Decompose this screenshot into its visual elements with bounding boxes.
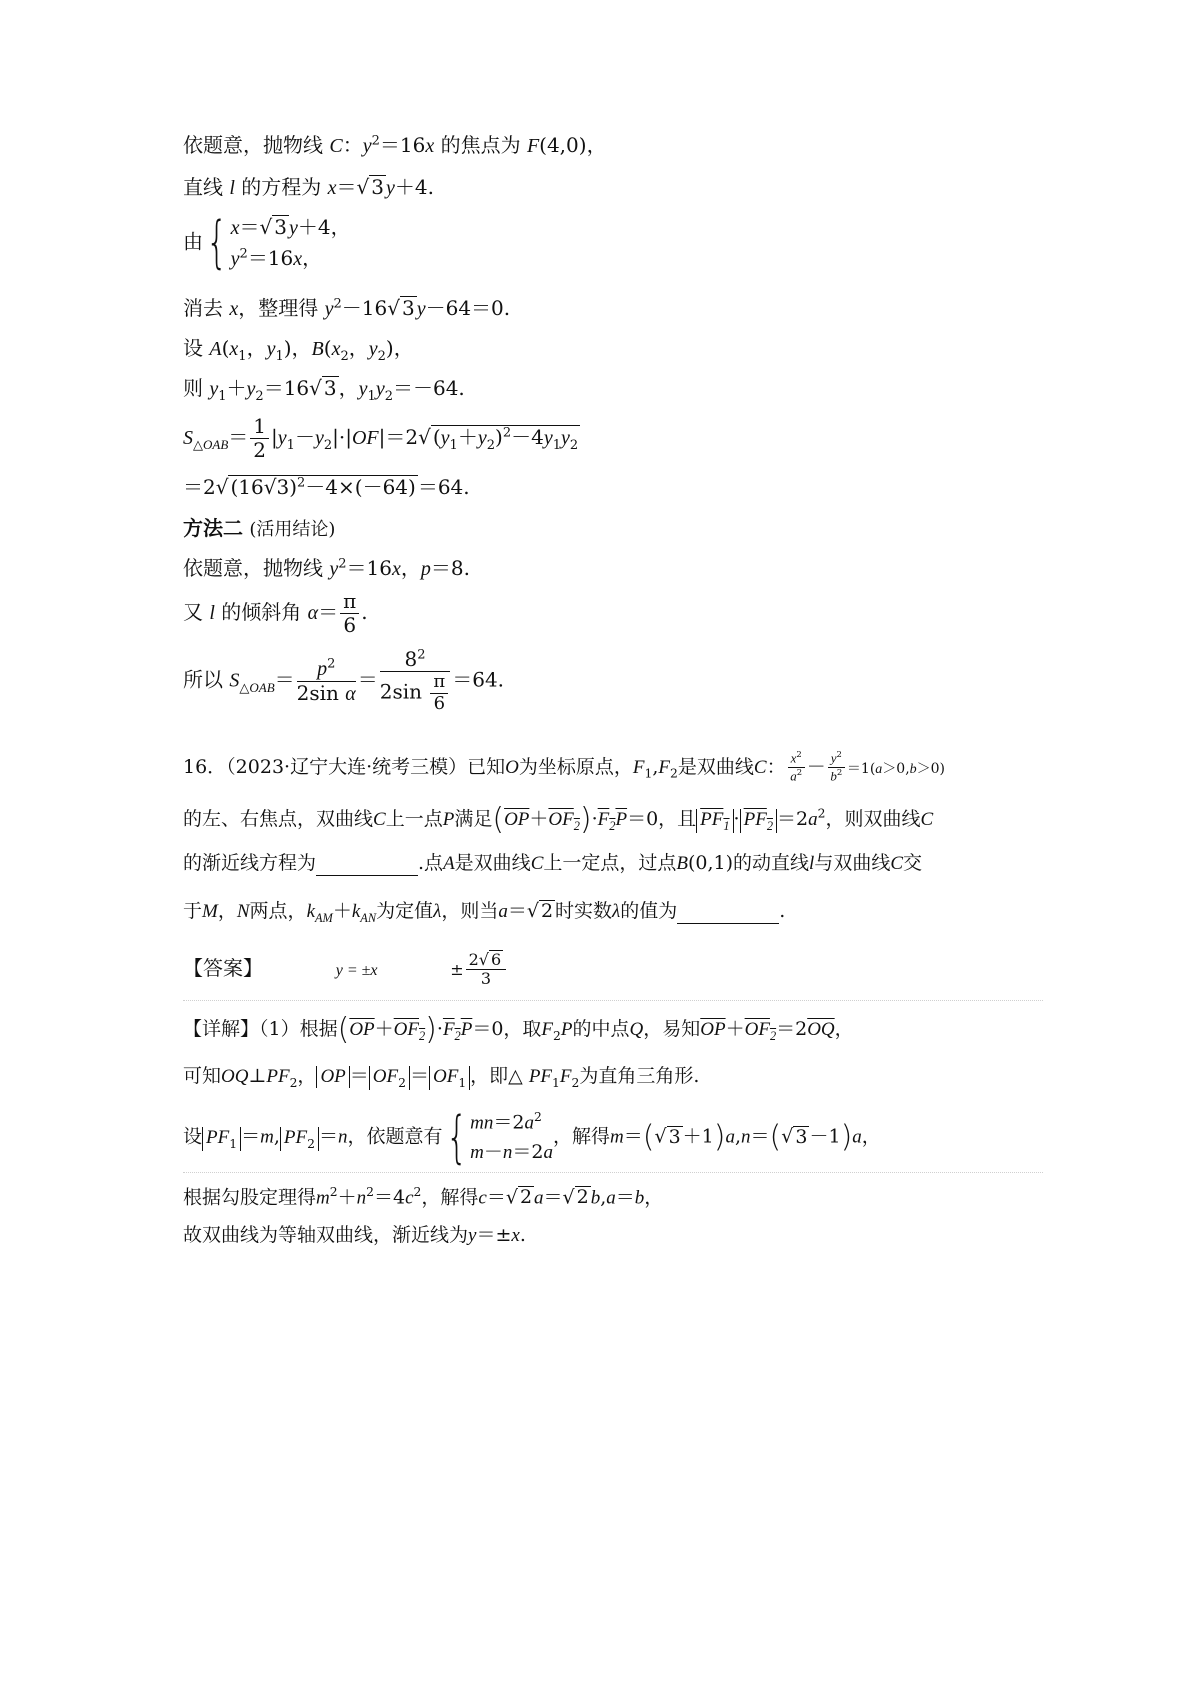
area-formula: $S_{\triangle OAB}=$ $\frac{1}{2}$ $|y_1-y_2|\cdot|OF|=2√$ $(y_1+y_2)^2-4y_1y_2$ xyxy=(183,414,579,462)
answer-row: 【答案】 y = ±x ± $\frac{2√ 6}{3}$ xyxy=(183,950,508,989)
equation-system: 由{ x＝√ 3 y＋4， $y^2=16x$， xyxy=(183,210,351,275)
text-segment: （1）根据 xyxy=(259,1018,338,1040)
solution-line: 消去 x，整理得 $y^2-16√$ 3 y－64＝0. xyxy=(183,296,511,320)
solution-line: 设 $A(x_1$，$y_1$)，$B(x_2$，$y_2$)， xyxy=(183,336,414,364)
detail-line1: 【详解】（1）根据$(\overline{OP}+OF_2)\cdot F_2P=0$，取$F_2P$的中点Q，易知$\overline{OP}+OF_2=2\overline{OQ}$， xyxy=(183,1012,854,1047)
frac-den: 6 xyxy=(343,613,357,637)
method2-heading xyxy=(183,516,335,541)
answer-blank-2[interactable] xyxy=(677,900,779,924)
area-conclusion: 所以 $S_{\triangle OAB}=$ $\frac{p^2}{\text{2sin α}}$ ＝ $8^2$ 2sin $\frac{\pi}{6}$ ＝64. xyxy=(183,647,505,714)
detail-line5: 故双曲线为等轴双曲线，渐近线为y＝±x. xyxy=(183,1224,526,1246)
method-title: 方法二 xyxy=(183,516,243,540)
system-prefix: 由 xyxy=(183,229,203,254)
result-text: ＝64. xyxy=(452,667,505,692)
problem-16-line4: 于M，N两点，$k_{AM}+k_{AN}$为定值λ，则当a＝√ 2 时实数λ的值为 . xyxy=(183,900,786,925)
answer-blank-1[interactable] xyxy=(316,852,418,876)
answer-2-sign: ± xyxy=(450,959,464,979)
text-segment: 的渐近线方程为 xyxy=(183,852,317,874)
detail-line4: 根据勾股定理得$m^2+n^2=4c^2$，解得c＝√ 2 a＝√ 2 b,a＝b， xyxy=(183,1185,664,1209)
area-result: ＝2√ $(16√3)^2-4\times(-64) =64$. xyxy=(183,475,470,499)
solution-line: 则 $y_1+y_2=16√$ 3 ，$y_1y_2=-64$. xyxy=(183,376,465,404)
problem-16-line2: 的左、右焦点，双曲线C上一点P满足$(\overline{OP}+OF_2)\cdot F_2P=0$，且 $PF_1 \cdot PF_2 =2a^2$，则双曲线C xyxy=(183,802,934,837)
divider xyxy=(183,1000,1043,1001)
solution-line: 依题意，抛物线 $y^2=16x$，p＝8. xyxy=(183,556,470,580)
solution-line: 依题意，抛物线 C：$y^2=16x$ 的焦点为 F(4,0)， xyxy=(183,133,607,157)
detail-label: 【详解】 xyxy=(183,1018,260,1040)
answer-label: 【答案】 xyxy=(183,955,263,980)
detail-line2: 可知$OQ\perp PF_2$， OP ＝ $OF_2 = OF_1$ ，即△ $PF_1F_2$为直角三角形. xyxy=(183,1065,700,1090)
frac-num: π xyxy=(340,590,359,614)
problem-16-line1: 16．（2023·辽宁大连·统考三模）已知O为坐标原点，$F_1,F_2$是双曲线C： $\frac{x^2}{a^2}$ － $\frac{y^2}{b^2}$ ＝1(a＞0,b＞0) xyxy=(183,749,946,784)
solution-line: 又 l 的倾斜角 α＝ $\frac{\pi}{6}$ . xyxy=(183,589,368,637)
text-segment: . xyxy=(779,900,786,922)
solution-line: 直线 l 的方程为 x＝√ 3 y＋4. xyxy=(183,175,434,199)
divider xyxy=(183,1172,1043,1173)
detail-line3: 设 $PF_1 =m$, $PF_2 =n$，依题意有{ $mn=2a^2$ m－n＝2a ，解得m＝(√ 3 ＋1)a,n＝(√ 3 －1)a， xyxy=(183,1104,881,1170)
method-note: (活用结论) xyxy=(249,519,336,540)
answer-1: y = ±x xyxy=(335,961,378,979)
problem-16-line3: 的渐近线方程为 .点A是双曲线C上一定点，过点B(0,1)的动直线l与双曲线C交 xyxy=(183,852,923,874)
